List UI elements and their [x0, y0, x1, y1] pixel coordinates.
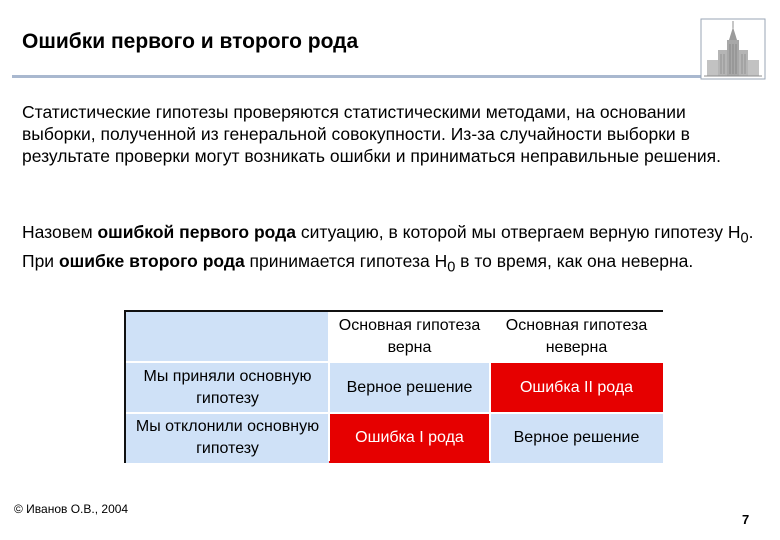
intro-paragraph: Статистические гипотезы проверяются статистическими методами, на основании выборки, полученной из генеральной совокупности. Из-за случайности выборки в результате проверки могут возникать ошибки и приниматься неправильные решения. [22, 102, 721, 166]
page-number: 7 [742, 512, 750, 527]
column-header-hypothesis-false: Основная гипотеза неверна [490, 312, 663, 362]
title-divider [12, 75, 702, 78]
cell-correct-decision-1: Верное решение [329, 362, 490, 413]
table-row-separator [126, 412, 663, 414]
slide-title: Ошибки первого и второго рода [22, 30, 359, 53]
cell-type-i-error: Ошибка I рода [329, 413, 490, 463]
def-subscript-2: 0 [447, 259, 456, 275]
error-types-table [124, 310, 663, 463]
table-corner-cell [126, 312, 329, 362]
university-building-icon [700, 18, 766, 80]
definition-paragraph [22, 221, 762, 278]
def-bold-type2-error: ошибке второго рода [58, 250, 245, 271]
def-bold-type1-error: ошибкой первого рода [97, 222, 296, 242]
table-row-separator [126, 361, 663, 363]
table-column-separator [489, 312, 491, 461]
row-header-accepted: Мы приняли основную гипотезу [126, 362, 329, 413]
def-text-1: Назовем [22, 222, 98, 242]
def-subscript-1: 0 [740, 230, 749, 247]
def-text-5: в то время, как она неверна. [455, 250, 694, 271]
row-header-rejected: Мы отклонили основную гипотезу [126, 413, 329, 463]
column-header-hypothesis-true: Основная гипотеза верна [329, 312, 490, 362]
copyright-footer: © Иванов О.В., 2004 [14, 502, 129, 516]
cell-type-ii-error: Ошибка II рода [490, 362, 663, 413]
def-text-4: принимается гипотеза Н [244, 250, 448, 271]
cell-correct-decision-2: Верное решение [490, 413, 663, 463]
def-text-2: ситуацию, в которой мы отвергаем верную гипотезу Н [295, 222, 741, 242]
def-text-3: . При [22, 222, 754, 271]
table-column-separator [328, 312, 330, 461]
